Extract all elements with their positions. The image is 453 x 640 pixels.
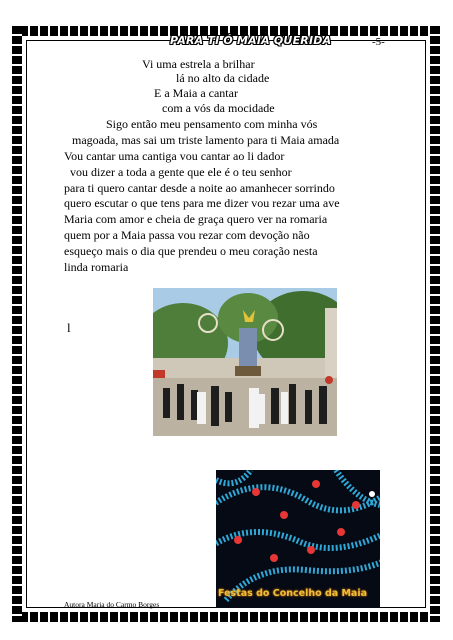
ornamental-border-right bbox=[430, 26, 440, 622]
poem-line: quero escutar o que tens para me dizer vou rezar uma ave bbox=[64, 196, 340, 210]
poem-line: lá no alto da cidade bbox=[176, 71, 270, 85]
poem-line: Sigo então meu pensamento com minha vós bbox=[106, 117, 318, 131]
page-title: PARA TI Ó MAIA QUERIDA bbox=[170, 34, 332, 47]
procession-illustration bbox=[153, 288, 337, 436]
poem-line: para ti quero cantar desde a noite ao amanhecer sorrindo bbox=[64, 181, 335, 195]
poem-line: E a Maia a cantar bbox=[154, 86, 238, 100]
poem-line: Vi uma estrela a brilhar bbox=[142, 57, 255, 71]
poem-line: esqueço mais o dia que prendeu o meu coração nesta bbox=[64, 244, 318, 258]
procession-photo bbox=[153, 288, 337, 436]
author-credit: Autora Maria do Carmo Borges bbox=[64, 600, 160, 609]
poem-line: linda romaria bbox=[64, 260, 129, 274]
stray-character: l bbox=[67, 320, 71, 335]
poem-line: magoada, mas sai um triste lamento para ti Maia amada bbox=[72, 133, 340, 147]
festival-lights-caption: Festas do Concelho da Maia bbox=[218, 588, 367, 599]
ornamental-border-left bbox=[12, 26, 22, 622]
page-number: -5- bbox=[372, 36, 385, 48]
poem-line: quem por a Maia passa vou rezar com devoção não bbox=[64, 228, 310, 242]
poem-line: com a vós da mocidade bbox=[162, 101, 275, 115]
poem-line: Vou cantar uma cantiga vou cantar ao li dador bbox=[64, 149, 285, 163]
ornamental-border-bottom bbox=[12, 612, 440, 622]
poem-line: Maria com amor e cheia de graça quero ver na romaria bbox=[64, 212, 328, 226]
poem-line: vou dizer a toda a gente que ele é o teu senhor bbox=[70, 165, 292, 179]
